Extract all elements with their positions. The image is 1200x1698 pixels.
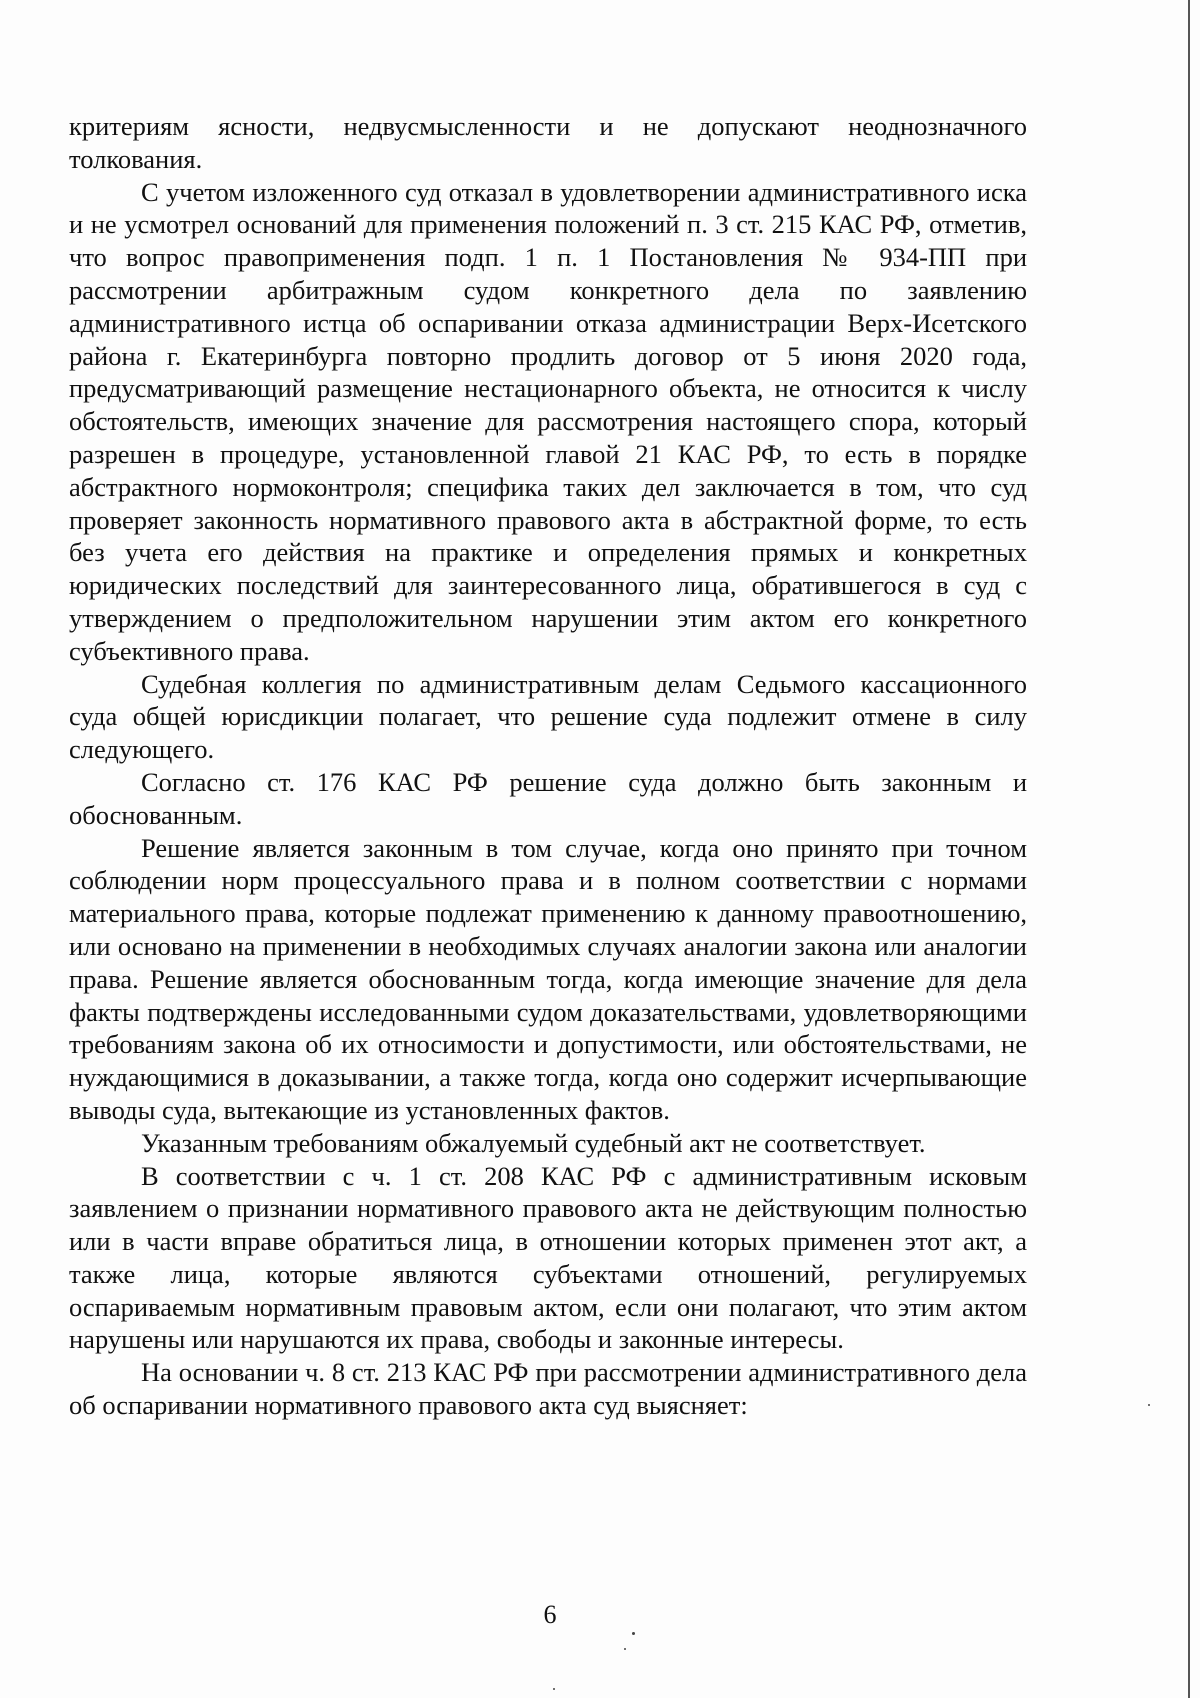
paragraph: С учетом изложенного суд отказал в удовлетворении административного иска и не усмотрел оснований для применения положений п. 3 ст. 215 КАС РФ, отметив, что вопрос правоприменения подп. 1 п. 1 Постановления № 934-ПП при рассмотрении арбитражным судом конкретного дела по заявлению административного истца об оспаривании отказа администрации Верх-Исетского района г. Екатеринбурга повторно продлить договор от 5 июня 2020 года, предусматривающий размещение нестационарного объекта, не относится к числу обстоятельств, имеющих значение для рассмотрения настоящего спора, который разрешен в процедуре, установленной главой 21 КАС РФ, то есть в порядке абстрактного нормоконтроля; специфика таких дел заключается в том, что суд проверяет законность нормативного правового акта в абстрактной форме, то есть без учета его действия на практике и определения прямых и конкретных юридических последствий для заинтересованного лица, обратившегося в суд с утверждением о предположительном нарушении этим актом его конкретного субъективного права. [69, 176, 1027, 666]
page-number: 6 [543, 1600, 557, 1629]
paragraph: Решение является законным в том случае, когда оно принято при точном соблюдении норм процессуального права и в полном соответствии с нормами материального права, которые подлежат применению к данному правоотношению, или основано на применении в необходимых случаях аналогии закона или аналогии права. Решение является обоснованным тогда, когда имеющие значение для дела факты подтверждены исследованными судом доказательствами, удовлетворяющими требованиям закона об их относимости и допустимости, или обстоятельствами, не нуждающимися в доказывании, а также тогда, когда оно содержит исчерпывающие выводы суда, вытекающие из установленных фактов. [69, 832, 1027, 1125]
scan-speck [624, 1648, 626, 1650]
paragraph: На основании ч. 8 ст. 213 КАС РФ при рассмотрении административного дела об оспаривании нормативного правового акта суд выясняет: [69, 1357, 1027, 1421]
paragraph: В соответствии с ч. 1 ст. 208 КАС РФ с административным исковым заявлением о признании нормативного правового акта не действующим полностью или в части вправе обратиться лица, в отношении которых применен этот акт, а также лица, которые являются субъектами отношений, регулируемых оспариваемым нормативным правовым актом, если они полагают, что этим актом нарушены или нарушаются их права, свободы и законные интересы. [69, 1160, 1027, 1355]
document-body [69, 110, 1027, 1422]
paragraph: Судебная коллегия по административным делам Седьмого кассационного суда общей юрисдикции полагает, что решение суда подлежит отмене в силу следующего. [69, 668, 1027, 765]
paragraph: критериям ясности, недвусмысленности и не допускают неоднозначного толкования. [69, 111, 1027, 174]
scan-speck [632, 1632, 635, 1635]
scan-speck [553, 1688, 555, 1690]
scan-speck [1148, 1404, 1150, 1406]
paragraph: Согласно ст. 176 КАС РФ решение суда должно быть законным и обоснованным. [69, 766, 1027, 830]
scan-edge-line [1188, 0, 1190, 1698]
paragraph: Указанным требованиям обжалуемый судебный акт не соответствует. [141, 1127, 926, 1158]
